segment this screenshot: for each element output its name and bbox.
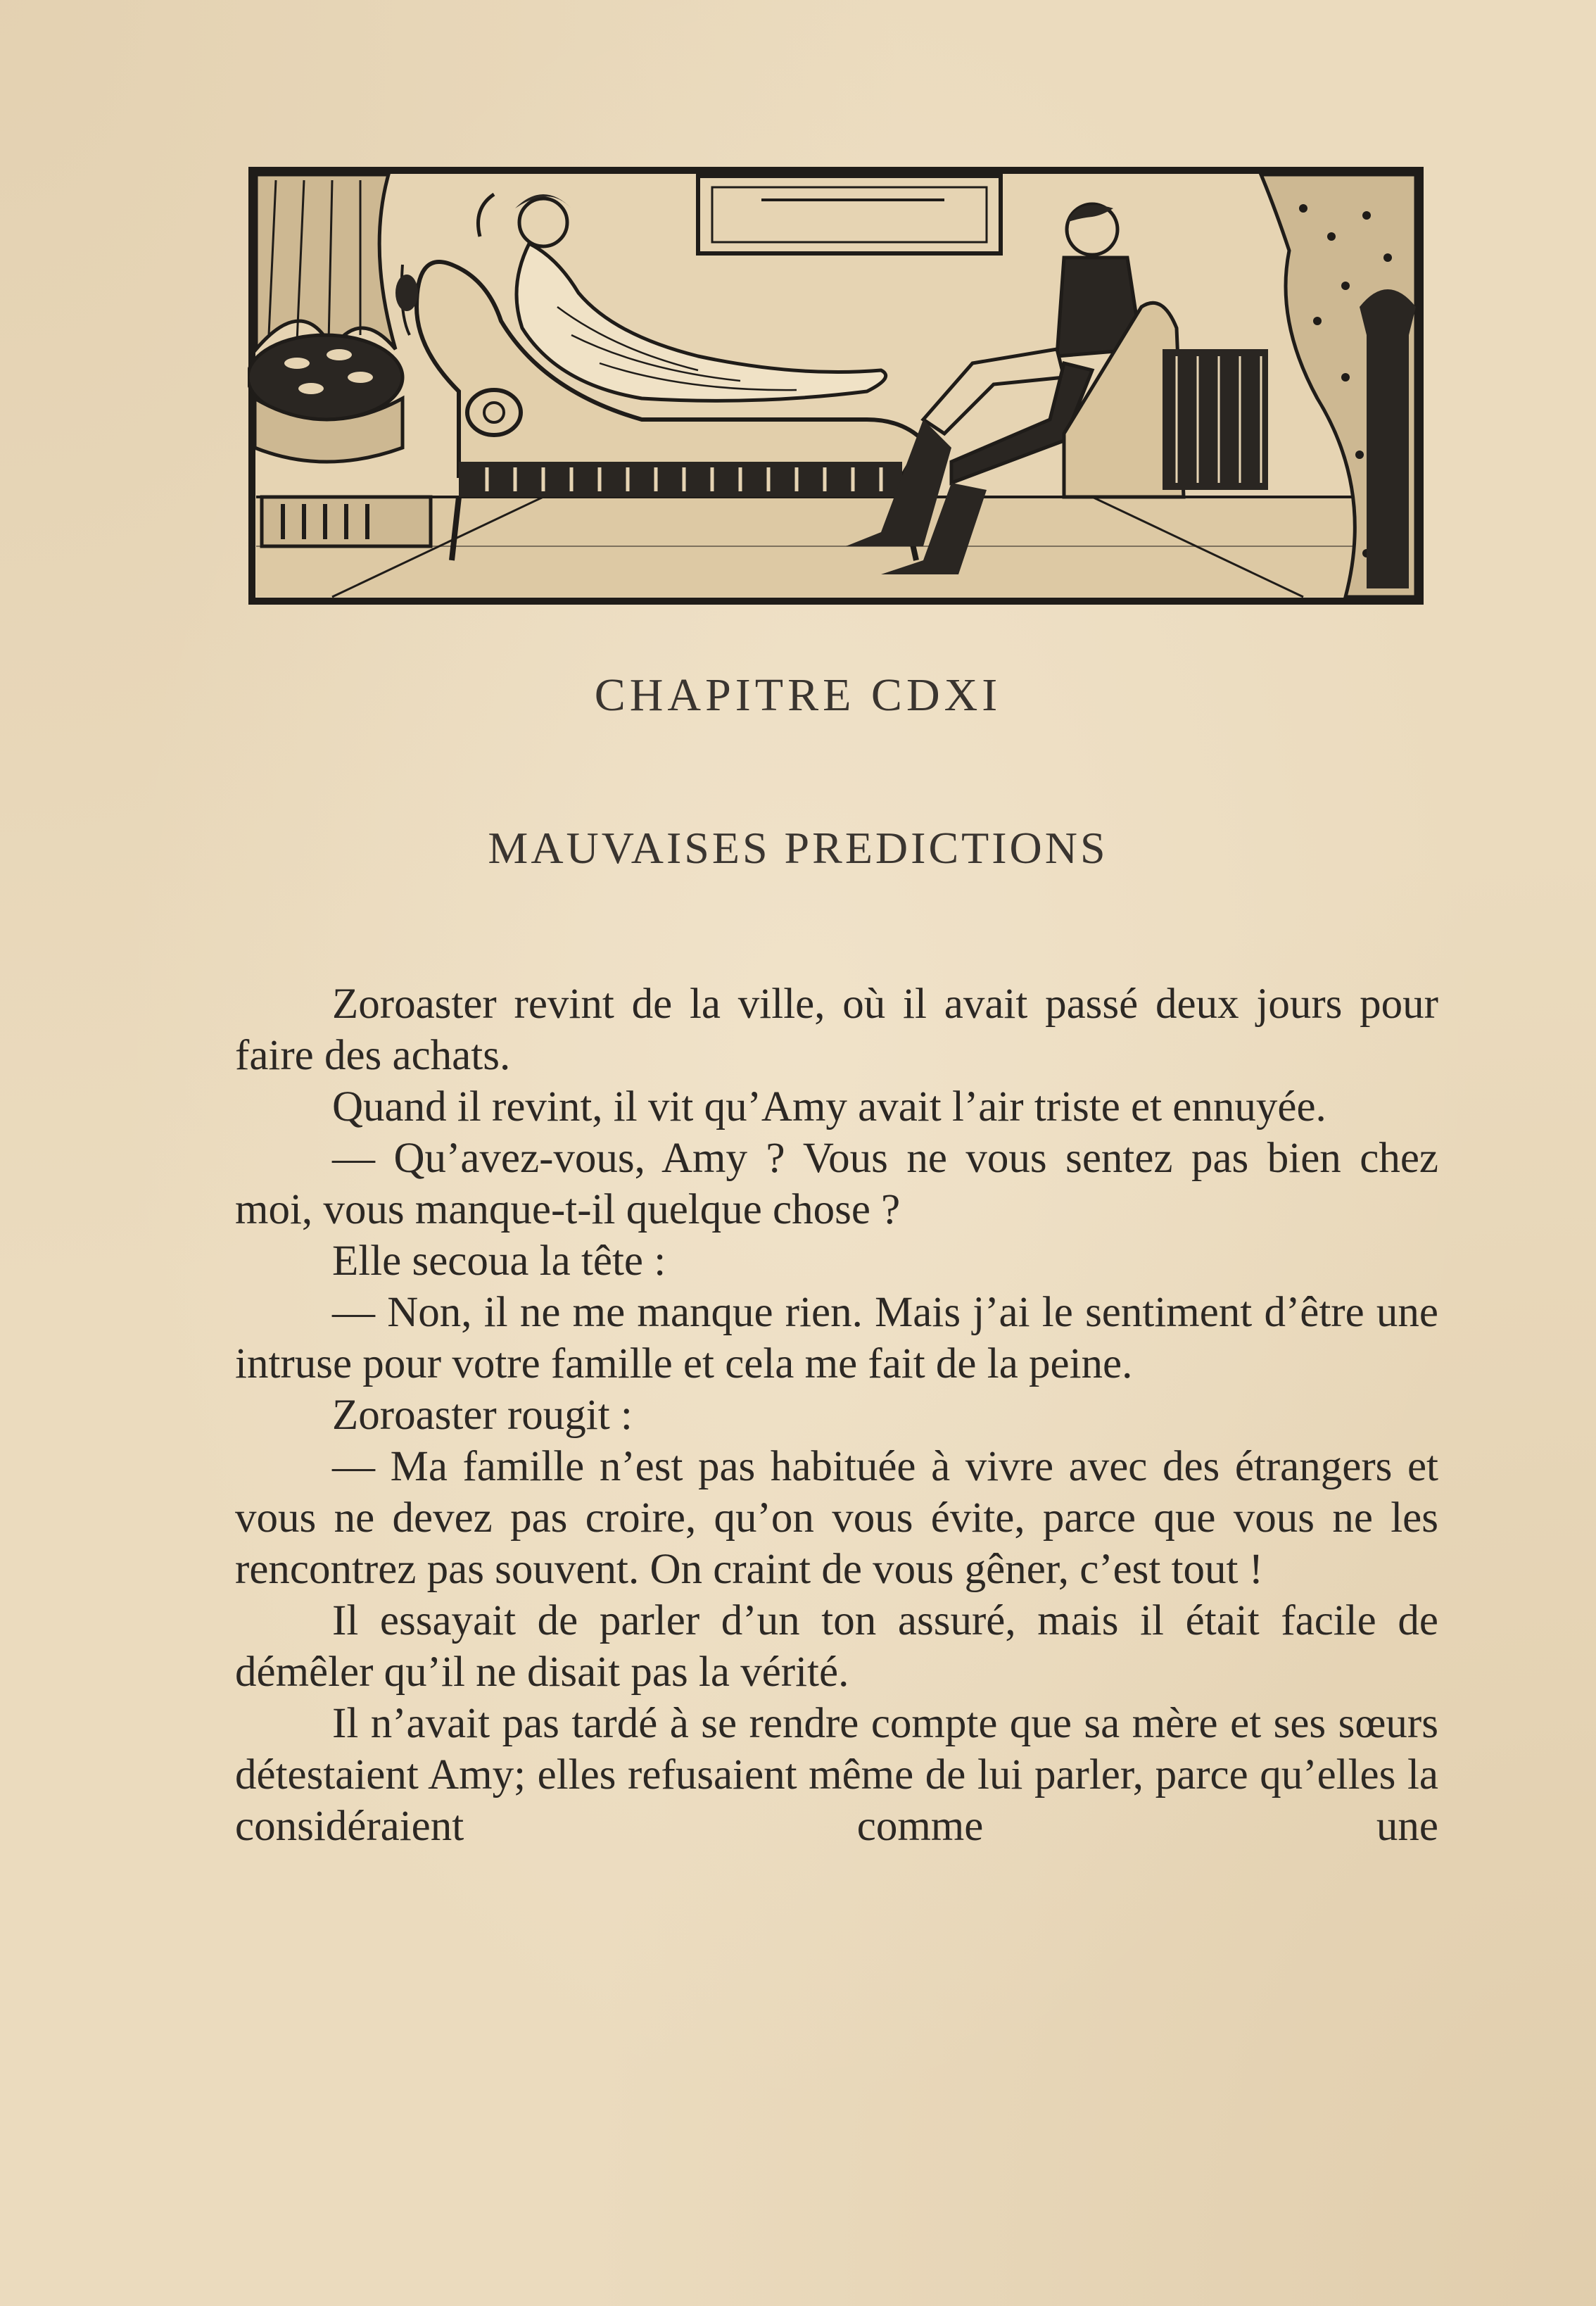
paragraph: Zoroaster rougit : — [332, 1392, 633, 1439]
paragraph: Il essayait de parler d’un ton assuré, mais il était facile de démêler qu’il ne disait pas la vérité. — [235, 1597, 1438, 1696]
paragraph: Zoroaster revint de la ville, où il avait passé deux jours pour faire des achats. — [235, 981, 1438, 1079]
paragraph: Elle secoua la tête : — [332, 1237, 666, 1285]
illustration-svg — [248, 166, 1424, 605]
chapter-title: MAUVAISES PREDICTIONS — [488, 823, 1108, 873]
woodcut-illustration — [248, 166, 1424, 605]
paragraph: — Non, il ne me manque rien. Mais j’ai le sentiment d’être une intruse pour votre famille et cela me fait de la peine. — [235, 1289, 1438, 1387]
paragraph: Quand il revint, il vit qu’Amy avait l’air triste et ennuyée. — [332, 1083, 1326, 1130]
paragraph: Il n’avait pas tardé à se rendre compte que sa mère et ses sœurs détestaient Amy; elles refusaient même de lui parler, parce qu’elles la considéraient comme une — [235, 1700, 1438, 1850]
paragraph: — Ma famille n’est pas habituée à vivre avec des étrangers et vous ne devez pas croire, qu’on vous évite, parce que vous ne les rencontrez pas souvent. On craint de vous gêner, c’est tout ! — [235, 1443, 1438, 1593]
chapter-number: CHAPITRE CDXI — [594, 669, 1002, 721]
chapter-text — [235, 978, 1438, 1852]
paragraph: — Qu’avez-vous, Amy ? Vous ne vous sentez pas bien chez moi, vous manque-t-il quelque chose ? — [235, 1135, 1438, 1233]
